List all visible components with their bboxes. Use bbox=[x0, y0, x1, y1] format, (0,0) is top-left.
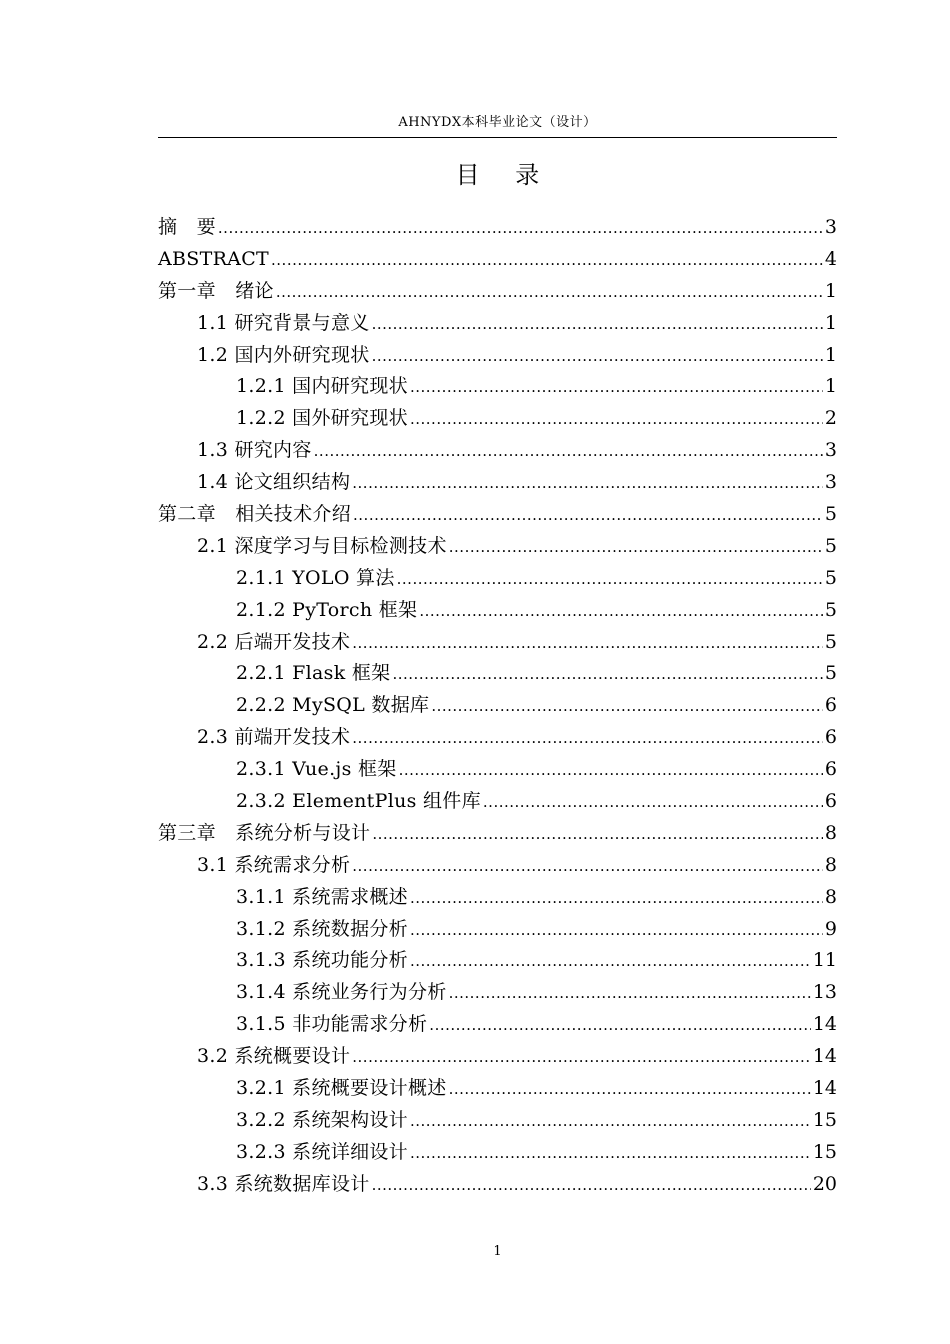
running-header: AHNYDX本科毕业论文（设计） bbox=[398, 115, 597, 130]
toc-entry-title: 3.1.1 系统需求概述 bbox=[236, 885, 408, 908]
toc-entry-title: 2.1.2 PyTorch 框架 bbox=[236, 598, 418, 621]
toc-entry-page: 4 bbox=[824, 247, 837, 270]
toc-entry-page: 15 bbox=[812, 1140, 837, 1163]
toc-entry-title: 3.1 系统需求分析 bbox=[197, 853, 351, 876]
toc-entry-title: 2.2 后端开发技术 bbox=[197, 630, 351, 653]
toc-title: 目 录 bbox=[455, 161, 554, 189]
toc-leader-dots bbox=[353, 500, 823, 532]
toc-leader-dots bbox=[372, 341, 823, 373]
toc-entry-title: 2.2.2 MySQL 数据库 bbox=[236, 694, 430, 717]
toc-entry-page: 13 bbox=[812, 981, 837, 1004]
toc-entry-title: 1.3 研究内容 bbox=[197, 439, 312, 462]
toc-entry[interactable] bbox=[158, 722, 837, 754]
toc-entry-title: 摘 要 bbox=[158, 216, 216, 238]
toc-entry[interactable] bbox=[158, 977, 837, 1009]
toc-leader-dots bbox=[410, 883, 823, 915]
toc-entry-page: 8 bbox=[824, 853, 837, 876]
toc-entry-title: 2.1.1 YOLO 算法 bbox=[236, 566, 395, 589]
toc-leader-dots bbox=[483, 787, 823, 819]
toc-entry-title: 3.1.4 系统业务行为分析 bbox=[236, 981, 447, 1004]
toc-entry-page: 3 bbox=[824, 216, 837, 238]
toc-entry-title: 2.1 深度学习与目标检测技术 bbox=[197, 534, 447, 557]
toc-leader-dots bbox=[449, 978, 811, 1010]
toc-entry-title: 3.2.1 系统概要设计概述 bbox=[236, 1077, 447, 1100]
toc-entry-page: 20 bbox=[812, 1172, 837, 1195]
toc-entry[interactable] bbox=[158, 531, 837, 563]
toc-entry[interactable] bbox=[158, 435, 837, 467]
toc-entry-title: 3.1.2 系统数据分析 bbox=[236, 917, 408, 940]
toc-leader-dots bbox=[410, 946, 811, 978]
toc-leader-dots bbox=[352, 851, 823, 883]
toc-entry-page: 1 bbox=[824, 343, 837, 366]
toc-leader-dots bbox=[431, 691, 823, 723]
toc-entry-page: 5 bbox=[824, 598, 837, 621]
toc-entry-title: ABSTRACT bbox=[158, 247, 270, 270]
toc-leader-dots bbox=[399, 755, 823, 787]
toc-leader-dots bbox=[276, 277, 823, 309]
toc-entry[interactable] bbox=[158, 850, 837, 882]
toc-entry-page: 15 bbox=[812, 1108, 837, 1131]
toc-leader-dots bbox=[314, 436, 823, 468]
toc-entry[interactable] bbox=[158, 499, 837, 531]
toc-entry-page: 6 bbox=[824, 694, 837, 717]
toc-entry-title: 第一章 绪论 bbox=[158, 279, 274, 302]
toc-leader-dots bbox=[410, 1138, 811, 1170]
toc-entry-page: 11 bbox=[812, 949, 837, 972]
toc-entry-page: 8 bbox=[824, 821, 837, 844]
toc-entry-title: 1.2.2 国外研究现状 bbox=[236, 407, 408, 430]
toc-entry[interactable] bbox=[158, 1041, 837, 1073]
toc-entry-page: 3 bbox=[824, 471, 837, 494]
toc-entry-title: 1.2.1 国内研究现状 bbox=[236, 375, 408, 398]
toc-entry[interactable] bbox=[158, 914, 837, 946]
toc-entry-page: 5 bbox=[824, 503, 837, 526]
toc-entry-page: 14 bbox=[812, 1013, 837, 1036]
toc-entry[interactable] bbox=[158, 308, 837, 340]
toc-entry[interactable] bbox=[158, 1009, 837, 1041]
toc-entry[interactable] bbox=[158, 340, 837, 372]
toc-leader-dots bbox=[218, 213, 823, 245]
toc-entry[interactable] bbox=[158, 1073, 837, 1105]
toc-entry-page: 1 bbox=[824, 375, 837, 398]
toc-entry[interactable] bbox=[158, 945, 837, 977]
toc-entry-title: 3.2.2 系统架构设计 bbox=[236, 1108, 408, 1131]
header-rule bbox=[158, 137, 837, 138]
toc-leader-dots bbox=[410, 915, 823, 947]
toc-entry-page: 3 bbox=[824, 439, 837, 462]
toc-entry-page: 2 bbox=[824, 407, 837, 430]
toc-entry-page: 9 bbox=[824, 917, 837, 940]
toc-leader-dots bbox=[429, 1010, 811, 1042]
toc-leader-dots bbox=[352, 628, 823, 660]
toc-entry[interactable] bbox=[158, 595, 837, 627]
toc-entry[interactable] bbox=[158, 818, 837, 850]
toc-leader-dots bbox=[449, 1074, 811, 1106]
toc-entry[interactable] bbox=[158, 467, 837, 499]
toc-entry-page: 1 bbox=[824, 311, 837, 334]
page-number: 1 bbox=[493, 1244, 502, 1259]
toc-leader-dots bbox=[397, 564, 823, 596]
toc-entry[interactable] bbox=[158, 658, 837, 690]
toc-entry-page: 6 bbox=[824, 790, 837, 813]
toc-entry[interactable] bbox=[158, 786, 837, 818]
toc-leader-dots bbox=[410, 404, 823, 436]
toc-entry[interactable] bbox=[158, 1137, 837, 1169]
toc-entry-title: 2.3.1 Vue.js 框架 bbox=[236, 758, 397, 781]
toc-entry-title: 1.4 论文组织结构 bbox=[197, 471, 351, 494]
toc-entry-title: 第三章 系统分析与设计 bbox=[158, 821, 371, 844]
toc-entry-title: 1.1 研究背景与意义 bbox=[197, 311, 370, 334]
toc-leader-dots bbox=[410, 1106, 811, 1138]
toc-entry-title: 2.3.2 ElementPlus 组件库 bbox=[236, 790, 481, 813]
toc-entry-title: 第二章 相关技术介绍 bbox=[158, 503, 352, 526]
toc-entry[interactable] bbox=[158, 754, 837, 786]
toc-entry-page: 1 bbox=[824, 279, 837, 302]
toc-entry-title: 3.1.5 非功能需求分析 bbox=[236, 1013, 428, 1036]
toc-leader-dots bbox=[449, 532, 823, 564]
toc-leader-dots bbox=[392, 659, 822, 691]
toc-entry-title: 3.2 系统概要设计 bbox=[197, 1045, 351, 1068]
toc-leader-dots bbox=[352, 1042, 811, 1074]
toc-entry-page: 6 bbox=[824, 726, 837, 749]
toc-entry[interactable] bbox=[158, 627, 837, 659]
toc-entry[interactable] bbox=[158, 276, 837, 308]
toc-entry-page: 14 bbox=[812, 1077, 837, 1100]
toc-leader-dots bbox=[410, 372, 823, 404]
toc-entry[interactable] bbox=[158, 403, 837, 435]
toc-entry[interactable] bbox=[158, 690, 837, 722]
toc-entry-page: 5 bbox=[824, 662, 837, 685]
toc-entry[interactable] bbox=[158, 1105, 837, 1137]
table-of-contents bbox=[158, 212, 837, 1201]
toc-entry-title: 2.2.1 Flask 框架 bbox=[236, 662, 391, 685]
toc-entry-title: 3.1.3 系统功能分析 bbox=[236, 949, 408, 972]
toc-entry-page: 8 bbox=[824, 885, 837, 908]
toc-entry-title: 3.3 系统数据库设计 bbox=[197, 1172, 370, 1195]
toc-entry-page: 5 bbox=[824, 534, 837, 557]
toc-entry[interactable] bbox=[158, 244, 837, 276]
toc-leader-dots bbox=[419, 596, 823, 628]
toc-entry-title: 2.3 前端开发技术 bbox=[197, 726, 351, 749]
toc-leader-dots bbox=[352, 468, 823, 500]
toc-entry-title: 3.2.3 系统详细设计 bbox=[236, 1140, 408, 1163]
toc-entry-page: 5 bbox=[824, 630, 837, 653]
toc-leader-dots bbox=[352, 723, 823, 755]
toc-leader-dots bbox=[372, 819, 823, 851]
toc-entry-title: 1.2 国内外研究现状 bbox=[197, 343, 370, 366]
toc-entry[interactable] bbox=[158, 212, 837, 244]
toc-entry[interactable] bbox=[158, 1169, 837, 1201]
toc-entry[interactable] bbox=[158, 371, 837, 403]
toc-entry-page: 5 bbox=[824, 566, 837, 589]
toc-entry[interactable] bbox=[158, 882, 837, 914]
toc-entry-page: 6 bbox=[824, 758, 837, 781]
toc-entry-page: 14 bbox=[812, 1045, 837, 1068]
toc-leader-dots bbox=[372, 1170, 811, 1202]
toc-leader-dots bbox=[271, 245, 823, 277]
toc-leader-dots bbox=[372, 309, 823, 341]
toc-entry[interactable] bbox=[158, 563, 837, 595]
